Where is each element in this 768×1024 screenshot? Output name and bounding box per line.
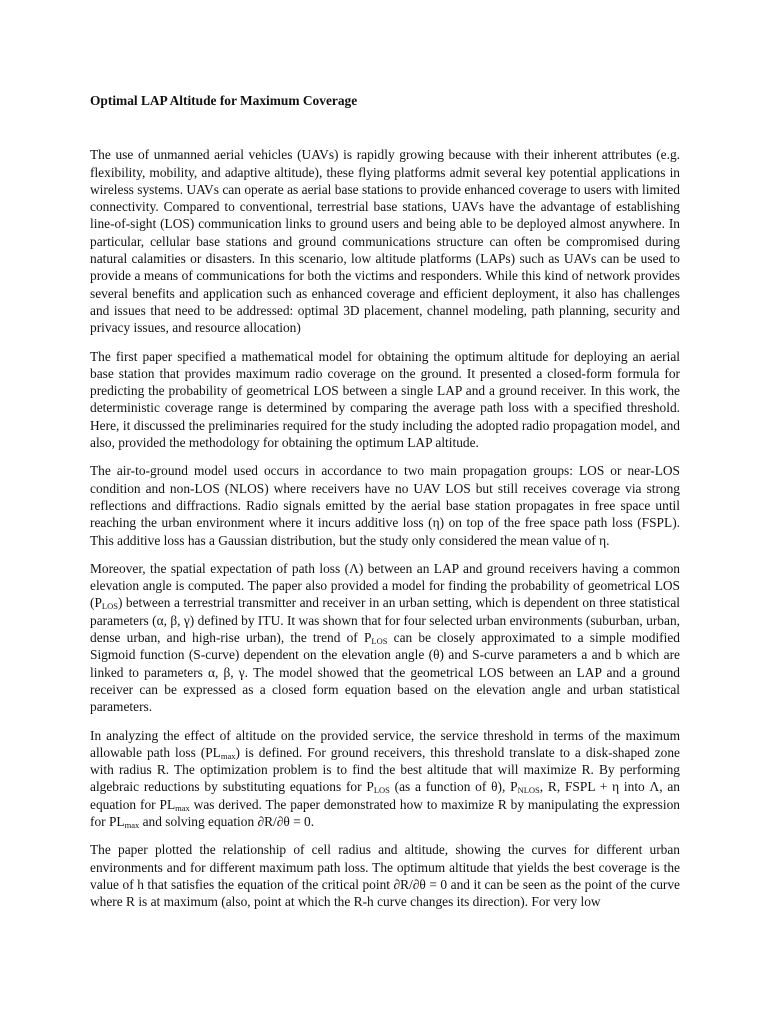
text-run: (as a function of θ), P bbox=[389, 779, 518, 795]
subscript: LOS bbox=[371, 636, 388, 647]
document-title: Optimal LAP Altitude for Maximum Coverage bbox=[90, 93, 358, 108]
text-run: In analyzing the effect of altitude on the provided service, the service threshold in terms of the maximum allowable path loss (PL bbox=[90, 727, 680, 760]
text-run: ) between a terrestrial transmitter and receiver in an urban setting, which is dependent on three statistical parameters (α, β, γ) defined by ITU. It was shown that for four selected urban environments (suburban, urban, dense urban, and high-rise urban), the trend of P bbox=[90, 595, 680, 646]
text-run: Moreover, the spatial expectation of path loss (Λ) between an LAP and ground receivers having a common elevation angle is computed. The paper also provided a model for finding the probability of geometrical LOS (P bbox=[90, 560, 680, 611]
subscript: LOS bbox=[101, 601, 118, 612]
subscript: max bbox=[175, 802, 190, 813]
text-run: can be closely approximated to a simple modified Sigmoid function (S-curve) dependent on the elevation angle (θ) and S-curve parameters a and b which are linked to parameters α, β, γ. The model showed that the geometrical LOS between an LAP and a ground receiver can be expressed as a closed form equation based on the elevation angle and urban statistical parameters. bbox=[90, 630, 680, 715]
paragraph-1: The use of unmanned aerial vehicles (UAVs) is rapidly growing because with their inherent attributes (e.g. flexibility, mobility, and adaptive altitude), these flying platforms admit several key potential applications in wireless systems. UAVs can operate as aerial base stations to provide enhanced coverage to users with limited connectivity. Compared to conventional, terrestrial base stations, UAVs have the advantage of establishing line-of-sight (LOS) communication links to ground users and being able to be deployed almost anywhere. In particular, cellular base stations and ground communications structure can often be compromised during natural calamities or disasters. In this scenario, low altitude platforms (LAPs) such as UAVs can be used to provide a means of communications for both the victims and responders. While this kind of network provides several benefits and application such as enhanced coverage and efficient deployment, it also has challenges and issues that need to be addressed: optimal 3D placement, channel modeling, path planning, security and privacy issues, and resource allocation) bbox=[90, 147, 680, 336]
subscript: max bbox=[124, 819, 140, 830]
paragraph-2: The first paper specified a mathematical model for obtaining the optimum altitude for deploying an aerial base station that provides maximum radio coverage on the ground. It presented a closed-form formula for predicting the probability of geometrical LOS between a single LAP and a ground receiver. In this work, the deterministic coverage range is determined by comparing the average path loss with a specified threshold. Here, it discussed the preliminaries required for the study including the adopted radio propagation model, and also, provided the methodology for obtaining the optimum LAP altitude. bbox=[90, 348, 680, 451]
text-run: ) is defined. For ground receivers, this threshold translate to a disk-shaped zone with radius R. The optimization problem is to find the best altitude that will maximize R. By performing algebraic reductions by substituting equations for P bbox=[90, 744, 680, 795]
paragraph-6: The paper plotted the relationship of cell radius and altitude, showing the curves for different urban environments and for different maximum path loss. The optimum altitude that yields the best coverage is the value of h that satisfies the equation of the critical point ∂R/∂θ = 0 and it can be seen as the point of the curve where R is at maximum (also, point at which the R-h curve changes its direction). For very low bbox=[90, 842, 680, 910]
paragraph-4 bbox=[90, 560, 680, 716]
text-run: was derived. The paper demonstrated how to maximize R by manipulating the expression for PL bbox=[90, 796, 681, 829]
subscript: max bbox=[220, 750, 236, 761]
subscript: NLOS bbox=[517, 785, 540, 796]
paragraph-3: The air-to-ground model used occurs in accordance to two main propagation groups: LOS or near-LOS condition and non-LOS (NLOS) where receivers have no UAV LOS but still receives coverage via strong reflections and diffractions. Radio signals emitted by the aerial base station propagates in free space until reaching the urban environment where it incurs additive loss (η) on top of the free space path loss (FSPL). This additive loss has a Gaussian distribution, but the study only considered the mean value of η. bbox=[90, 463, 680, 548]
document-page bbox=[90, 92, 680, 921]
text-run: , R, FSPL + η into Λ, an equation for PL bbox=[90, 779, 680, 812]
subscript: LOS bbox=[373, 785, 390, 796]
text-run: and solving equation ∂R/∂θ = 0. bbox=[139, 813, 315, 829]
paragraph-5 bbox=[90, 727, 680, 831]
